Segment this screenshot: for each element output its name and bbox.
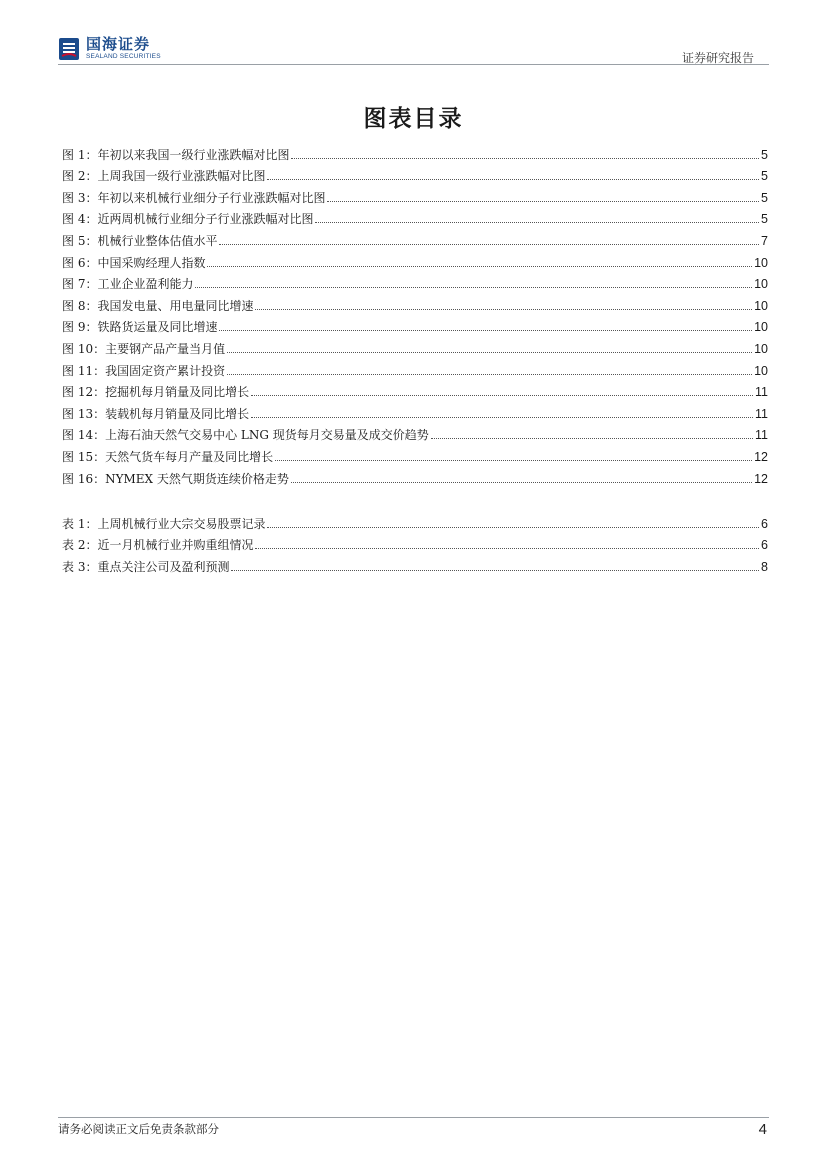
toc-entry-label: 图 16：NYMEX 天然气期货连续价格走势 — [62, 471, 289, 486]
toc-entry-page: 11 — [755, 428, 768, 443]
toc-entry[interactable] — [62, 162, 768, 184]
toc-entry[interactable] — [62, 183, 768, 205]
footer-disclaimer: 请务必阅读正文后免责条款部分 — [58, 1122, 219, 1136]
toc-dot-leader — [195, 287, 752, 288]
footer-divider — [58, 1117, 769, 1118]
toc-entry-page: 11 — [755, 385, 768, 400]
toc-entry-label: 图 1：年初以来我国一级行业涨跌幅对比图 — [62, 147, 290, 162]
table-list — [62, 509, 768, 574]
toc-entry-label: 图 11：我国固定资产累计投资 — [62, 363, 226, 378]
toc-dot-leader — [251, 417, 753, 418]
toc-entry-page: 8 — [761, 559, 768, 574]
toc-entry[interactable] — [62, 509, 768, 531]
toc-entry-page: 12 — [754, 449, 768, 464]
toc-entry-page: 7 — [761, 233, 768, 248]
toc-entry-label: 图 12：挖掘机每月销量及同比增长 — [62, 385, 250, 400]
toc-entry-label: 表 1：上周机械行业大宗交易股票记录 — [62, 516, 266, 531]
toc-entry-label: 图 9：铁路货运量及同比增速 — [62, 320, 218, 335]
toc-entry[interactable] — [62, 531, 768, 553]
toc-dot-leader — [267, 527, 759, 528]
sealand-logo-icon — [58, 37, 80, 61]
toc-entry-page: 5 — [761, 212, 768, 227]
toc-dot-leader — [251, 395, 753, 396]
toc-entry-page: 5 — [761, 190, 768, 205]
toc-entry-page: 6 — [761, 538, 768, 553]
toc-dot-leader — [275, 460, 752, 461]
toc-entry-label: 图 4：近两周机械行业细分子行业涨跌幅对比图 — [62, 212, 314, 227]
toc-entry[interactable] — [62, 442, 768, 464]
toc-dot-leader — [267, 179, 759, 180]
toc-entry[interactable] — [62, 291, 768, 313]
toc-entry[interactable] — [62, 552, 768, 574]
toc-entry[interactable] — [62, 248, 768, 270]
toc-entry-page: 10 — [754, 255, 768, 270]
toc-entry-label: 图 3：年初以来机械行业细分子行业涨跌幅对比图 — [62, 190, 326, 205]
toc-entry-page: 11 — [755, 406, 768, 421]
toc-entry[interactable] — [62, 378, 768, 400]
toc-dot-leader — [255, 548, 759, 549]
toc-dot-leader — [231, 570, 759, 571]
toc-entry-page: 10 — [754, 341, 768, 356]
report-type-label: 证券研究报告 — [681, 51, 754, 65]
toc-entry-label: 图 6：中国采购经理人指数 — [62, 255, 206, 270]
toc-entry-label: 图 2：上周我国一级行业涨跌幅对比图 — [62, 169, 266, 184]
toc-entry-page: 10 — [754, 298, 768, 313]
toc-entry-label: 图 15：天然气货车每月产量及同比增长 — [62, 449, 274, 464]
toc-dot-leader — [227, 352, 752, 353]
toc-entry-label: 表 3：重点关注公司及盈利预测 — [62, 559, 230, 574]
page-number: 4 — [758, 1121, 767, 1138]
page-title: 图表目录 — [363, 106, 464, 132]
toc-entry-label: 图 10：主要钢产品产量当月值 — [62, 341, 226, 356]
toc-dot-leader — [291, 482, 752, 483]
toc-entry[interactable] — [62, 270, 768, 292]
toc-entry-page: 10 — [754, 363, 768, 378]
toc-entry[interactable] — [62, 313, 768, 335]
toc-dot-leader — [227, 374, 752, 375]
toc-entry-page: 6 — [761, 516, 768, 531]
toc-entry-label: 表 2：近一月机械行业并购重组情况 — [62, 538, 254, 553]
toc-entry-label: 图 7：工业企业盈利能力 — [62, 277, 194, 292]
logo-chinese-name: 国海证券 — [86, 35, 151, 54]
toc-entry[interactable] — [62, 205, 768, 227]
toc-entry[interactable] — [62, 140, 768, 162]
toc-entry[interactable] — [62, 464, 768, 486]
toc-entry-label: 图 14：上海石油天然气交易中心 LNG 现货每月交易量及成交价趋势 — [62, 428, 429, 443]
toc-entry-page: 12 — [754, 471, 768, 486]
logo-english-name: SEALAND SECURITIES — [86, 53, 161, 61]
toc-entry-page: 10 — [754, 320, 768, 335]
toc-dot-leader — [207, 266, 752, 267]
figure-list — [62, 140, 768, 486]
toc-dot-leader — [255, 309, 752, 310]
toc-entry-label: 图 13：装载机每月销量及同比增长 — [62, 406, 250, 421]
company-logo — [58, 36, 161, 62]
toc-dot-leader — [219, 244, 759, 245]
toc-entry[interactable] — [62, 356, 768, 378]
toc-entry[interactable] — [62, 226, 768, 248]
toc-entry-page: 10 — [754, 277, 768, 292]
toc-dot-leader — [219, 330, 752, 331]
toc-dot-leader — [291, 158, 759, 159]
toc-entry-page: 5 — [761, 147, 768, 162]
toc-entry-label: 图 8：我国发电量、用电量同比增速 — [62, 298, 254, 313]
toc-entry[interactable] — [62, 421, 768, 443]
toc-entry-page: 5 — [761, 169, 768, 184]
toc-entry[interactable] — [62, 399, 768, 421]
header-divider — [58, 64, 769, 65]
toc-dot-leader — [315, 222, 759, 223]
toc-dot-leader — [431, 438, 753, 439]
toc-entry[interactable] — [62, 334, 768, 356]
toc-dot-leader — [327, 201, 759, 202]
toc-entry-label: 图 5：机械行业整体估值水平 — [62, 233, 218, 248]
